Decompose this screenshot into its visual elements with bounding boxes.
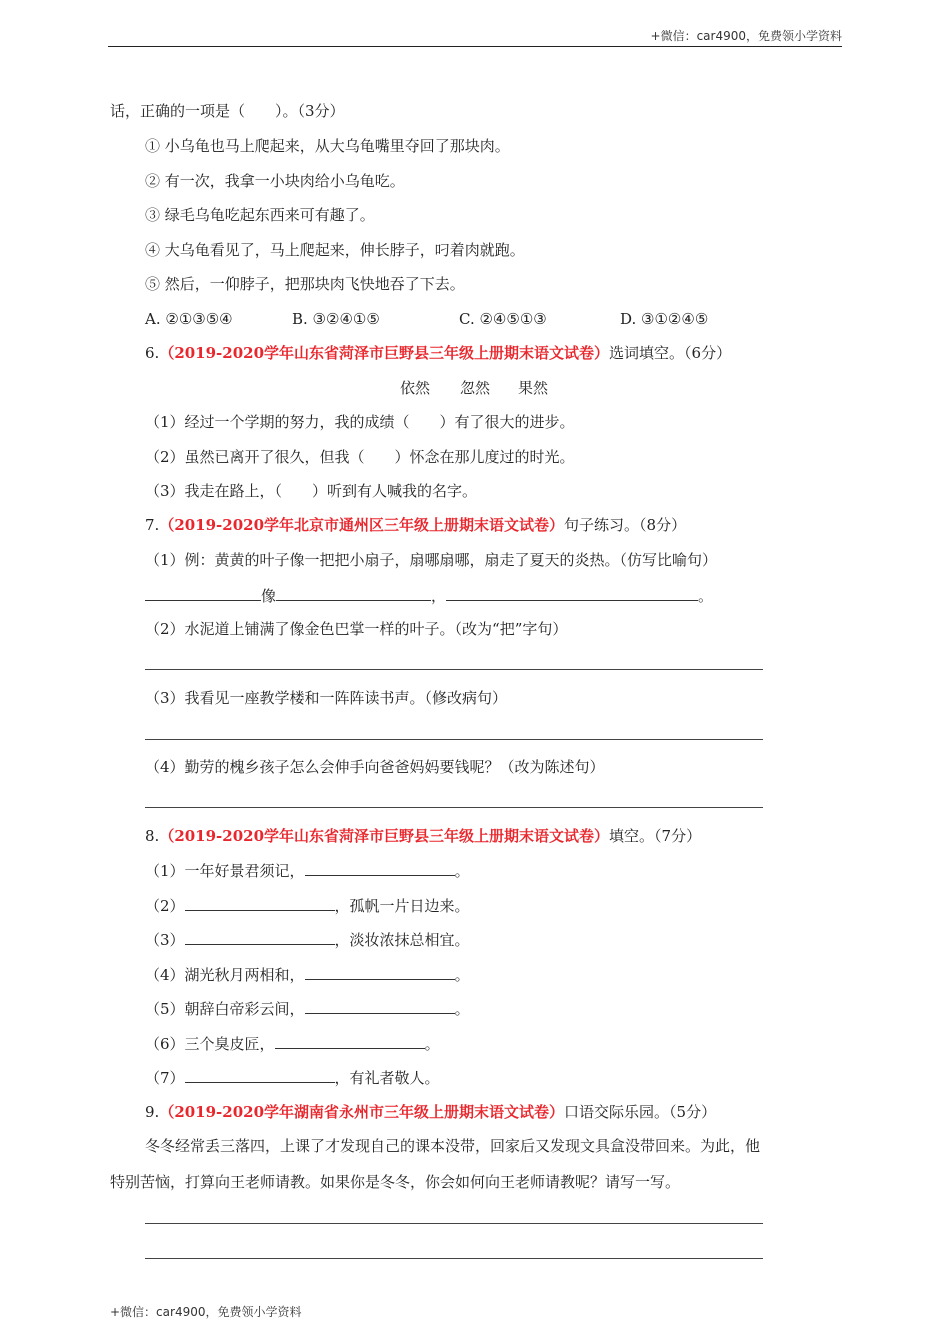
q8-item-5 [145, 998, 470, 1019]
q8-item-after: 。 [454, 966, 470, 984]
q8-item-before: 三个臭皮匠， [184, 1035, 275, 1053]
q8-item-label: （7） [145, 1069, 185, 1087]
q8-item-before: 朝辞白帝彩云间， [184, 1000, 305, 1018]
q7-item-2: （2）水泥道上铺满了像金色巴掌一样的叶子。（改为“把”字句） [145, 620, 568, 638]
q9-source: （2019-2020学年湖南省永州市三年级上册期末语文试卷） [159, 1103, 565, 1121]
q5-item-1: ① 小乌龟也马上爬起来，从大乌龟嘴里夺回了那块肉。 [145, 137, 510, 155]
q8-item-1 [145, 860, 470, 881]
q8-item-7 [145, 1067, 440, 1088]
q5-item-2: ② 有一次，我拿一小块肉给小乌龟吃。 [145, 172, 405, 190]
q8-item-after: 。 [454, 1000, 470, 1018]
q8-number: 8. [145, 827, 160, 845]
q7-item-4: （4）勤劳的槐乡孩子怎么会伸手向爸爸妈妈要钱呢？（改为陈述句） [145, 758, 605, 776]
q8-item-label: （6） [145, 1035, 185, 1053]
header-watermark: +微信：car4900，免费领小学资料 [650, 29, 842, 43]
q9-number: 9. [145, 1103, 160, 1121]
q6-number: 6. [145, 344, 160, 362]
q6-item-2: （2）虽然已离开了很久，但我（ ）怀念在那儿度过的时光。 [145, 448, 575, 466]
q8-item-before: 湖光秋月两相和， [184, 966, 305, 984]
q8-item-label: （2） [145, 897, 185, 915]
q9-answer-line-2[interactable] [145, 1258, 763, 1259]
q6-word-1: 依然 [400, 379, 431, 397]
q9-heading [145, 1102, 716, 1122]
q5-item-3: ③ 绿毛乌龟吃起东西来可有趣了。 [145, 206, 375, 224]
q8-item-label: （4） [145, 966, 185, 984]
q8-blank-6[interactable] [275, 1033, 425, 1049]
q8-item-after: ，有礼者敬人。 [334, 1069, 440, 1087]
q9-paragraph-line-2: 特别苦恼，打算向王老师请教。如果你是冬冬，你会如何向王老师请教呢？请写一写。 [110, 1173, 681, 1191]
q9-paragraph-line-1: 冬冬经常丢三落四，上课了才发现自己的课本没带，回家后又发现文具盒没带回来。为此，他 [145, 1137, 761, 1155]
q7-item-3: （3）我看见一座教学楼和一阵阵读书声。（修改病句） [145, 689, 508, 707]
q8-blank-4[interactable] [305, 964, 455, 980]
q6-word-2: 忽然 [460, 379, 491, 397]
q8-item-2 [145, 895, 470, 916]
q7-period: 。 [698, 587, 714, 605]
q6-word-3: 果然 [518, 379, 549, 397]
q8-blank-1[interactable] [305, 860, 455, 876]
q8-item-after: ，孤帆一片日边来。 [334, 897, 470, 915]
q6-item-1: （1）经过一个学期的努力，我的成绩（ ）有了很大的进步。 [145, 413, 575, 431]
q9-prompt: 口语交际乐园。（5分） [564, 1103, 717, 1121]
q8-item-4 [145, 964, 470, 985]
q7-blank-1[interactable] [145, 585, 261, 601]
q7-source: （2019-2020学年北京市通州区三年级上册期末语文试卷） [159, 516, 565, 534]
q6-prompt: 选词填空。（6分） [609, 344, 732, 362]
q8-item-6 [145, 1033, 440, 1054]
q7-number: 7. [145, 516, 160, 534]
q8-item-after: ，淡妆浓抹总相宜。 [334, 931, 470, 949]
q5-continuation: 话，正确的一项是（ ）。（3分） [110, 102, 345, 120]
q5-item-4: ④ 大乌龟看见了，马上爬起来，伸长脖子，叼着肉就跑。 [145, 241, 525, 259]
q8-heading [145, 826, 701, 846]
q5-option-d: D. ③①②④⑤ [620, 310, 709, 328]
q6-source: （2019-2020学年山东省菏泽市巨野县三年级上册期末语文试卷） [159, 344, 610, 362]
q7-item-1: （1）例：黄黄的叶子像一把把小扇子，扇哪扇哪，扇走了夏天的炎热。（仿写比喻句） [145, 551, 718, 569]
q7-prompt: 句子练习。（8分） [564, 516, 687, 534]
q5-item-5: ⑤ 然后，一仰脖子，把那块肉飞快地吞了下去。 [145, 275, 465, 293]
q7-blank-2[interactable] [276, 585, 431, 601]
q9-answer-line-1[interactable] [145, 1223, 763, 1224]
q8-item-after: 。 [454, 862, 470, 880]
footer-watermark: +微信：car4900，免费领小学资料 [110, 1305, 302, 1319]
q6-heading [145, 343, 731, 363]
q8-item-3 [145, 929, 470, 950]
q8-item-after: 。 [424, 1035, 440, 1053]
q6-item-3: （3）我走在路上，（ ）听到有人喊我的名字。 [145, 482, 478, 500]
q8-prompt: 填空。（7分） [609, 827, 702, 845]
q8-item-before: 一年好景君须记， [184, 862, 305, 880]
q7-blank-3[interactable] [446, 585, 698, 601]
q7-item-1-answer [145, 585, 713, 606]
q8-item-label: （5） [145, 1000, 185, 1018]
q8-blank-5[interactable] [305, 998, 455, 1014]
q8-blank-2[interactable] [185, 895, 335, 911]
q7-heading [145, 515, 686, 535]
header-rule [108, 46, 842, 47]
q8-blank-7[interactable] [185, 1067, 335, 1083]
q7-item-3-answer-line[interactable] [145, 739, 763, 740]
q8-item-label: （1） [145, 862, 185, 880]
q7-comma: ， [431, 587, 447, 605]
q8-blank-3[interactable] [185, 929, 335, 945]
q8-source: （2019-2020学年山东省菏泽市巨野县三年级上册期末语文试卷） [159, 827, 610, 845]
q7-like-word: 像 [261, 587, 277, 605]
q7-item-2-answer-line[interactable] [145, 669, 763, 670]
q5-option-c: C. ②④⑤①③ [459, 310, 547, 328]
q7-item-4-answer-line[interactable] [145, 807, 763, 808]
q8-item-label: （3） [145, 931, 185, 949]
q5-option-b: B. ③②④①⑤ [292, 310, 380, 328]
q5-option-a: A. ②①③⑤④ [145, 310, 233, 328]
